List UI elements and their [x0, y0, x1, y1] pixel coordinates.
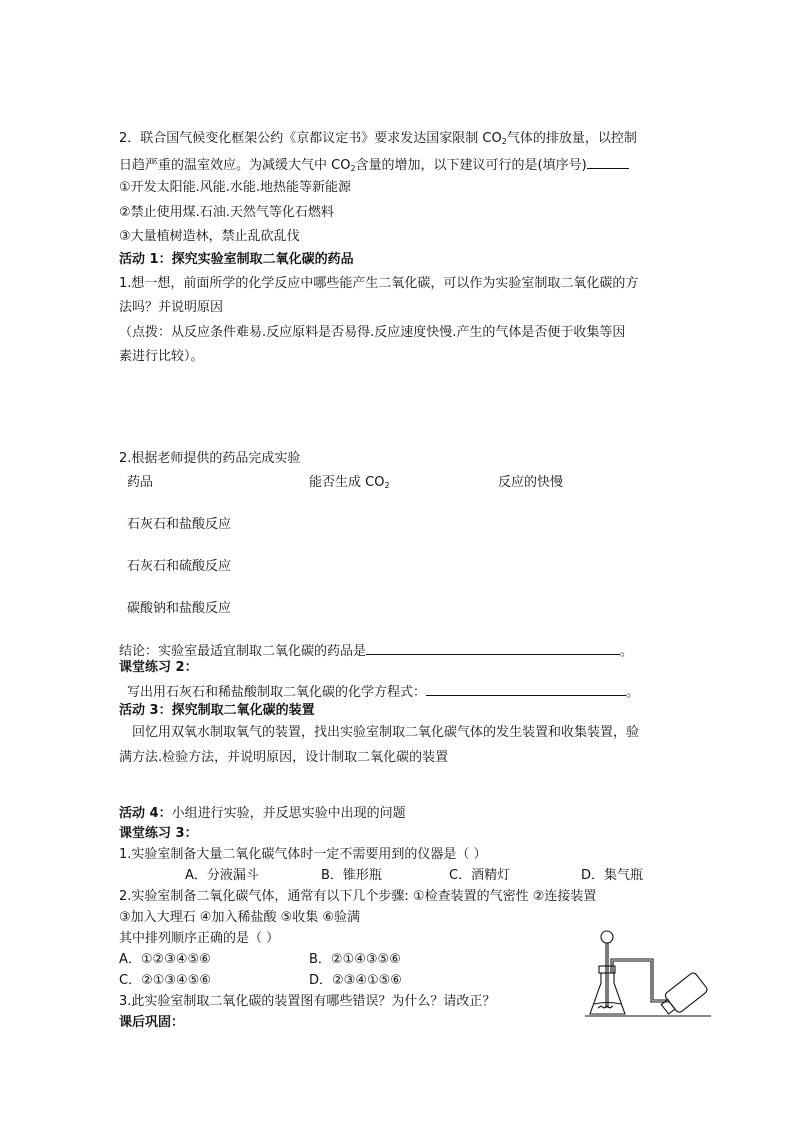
table-header-co2: 能否生成 $CO_2$ — [309, 475, 390, 490]
practice3-q1: 1.实验室制备大量二氧化碳气体时一定不需要用到的仪器是（ ） — [119, 847, 487, 862]
activity1-conclusion: 结论：实验室最适宜制取二氧化碳的药品是 。 — [119, 640, 633, 661]
practice3-q2-line2: ③加入大理石 ④加入稀盐酸 ⑤收集 ⑥验满 — [119, 910, 361, 925]
delivery-tube — [611, 959, 669, 1000]
practice3-q2-option-a: A．①②③④⑤⑥ — [119, 952, 211, 967]
practice3-q2-option-d: D．②③④①⑤⑥ — [309, 973, 402, 988]
practice3-title: 课堂练习 3： — [119, 826, 198, 841]
answer-blank[interactable] — [587, 154, 629, 169]
funnel-bulb — [601, 931, 613, 943]
table-header-speed: 反应的快慢 — [498, 475, 564, 490]
practice2-title: 课堂练习 2： — [119, 660, 198, 675]
activity1-title: 活动 1：探究实验室制取二氧化碳的药品 — [119, 252, 354, 267]
table-row-2: 石灰石和硫酸反应 — [127, 559, 232, 574]
activity1-q1-line1: 1.想一想，前面所学的化学反应中哪些能产生二氧化碳，可以作为实验室制取二氧化碳的方 — [119, 276, 639, 291]
activity1-hint-line1: （点拨：从反应条件难易.反应原料是否易得.反应速度快慢.产生的气体是否便于收集等因 — [119, 325, 626, 340]
table-row-1: 石灰石和盐酸反应 — [127, 517, 232, 532]
activity3-line2: 满方法.检验方法，并说明原因，设计制取二氧化碳的装置 — [119, 750, 449, 765]
table-header-drug: 药品 — [127, 475, 154, 490]
activity4-line: 活动 4：小组进行实验，并反思实验中出现的问题 — [119, 806, 406, 821]
q2-option-1: ①开发太阳能.风能.水能.地热能等新能源 — [119, 180, 352, 195]
q2-option-2: ②禁止使用煤.石油.天然气等化石燃料 — [119, 205, 334, 220]
after-class-title: 课后巩固： — [119, 1015, 185, 1030]
conclusion-blank[interactable] — [366, 640, 620, 655]
practice3-q2-option-c: C．②①③④⑤⑥ — [119, 973, 212, 988]
practice3-q3: 3.此实验室制取二氧化碳的装置图有哪些错误？为什么？请改正？ — [119, 994, 496, 1009]
practice3-q1-option-c: C．酒精灯 — [449, 868, 511, 883]
practice3-q2-line3: 其中排列顺序正确的是（ ） — [119, 931, 280, 946]
delivery-tube — [613, 961, 669, 1002]
activity3-line1: 回忆用双氧水制取氧气的装置，找出实验室制取二氧化碳气体的发生装置和收集装置，验 — [132, 725, 640, 740]
practice3-q2-option-b: B．②①④③⑤⑥ — [309, 952, 401, 967]
practice3-q1-option-a: A．分液漏斗 — [185, 868, 259, 883]
practice3-q1-option-d: D．集气瓶 — [581, 868, 644, 883]
equation-blank[interactable] — [426, 681, 626, 696]
practice3-q2-line1: 2.实验室制备二氧化碳气体，通常有以下几个步骤: ①检查装置的气密性 ②连接装置 — [119, 889, 597, 904]
q2-option-3: ③大量植树造林，禁止乱砍乱伐 — [119, 229, 300, 244]
activity1-q1-line2: 法吗？并说明原因 — [119, 300, 224, 315]
practice2-question: 写出用石灰石和稀盐酸制取二氧化碳的化学方程式： 。 — [127, 681, 639, 702]
practice3-q1-option-b: B．锥形瓶 — [321, 868, 382, 883]
table-row-3: 碳酸钠和盐酸反应 — [127, 601, 232, 616]
activity1-hint-line2: 素进行比较）。 — [119, 349, 204, 364]
gas-collecting-bottle — [658, 971, 709, 1018]
q2-line2: 日趋严重的温室效应。为减缓大气中 $CO_2$含量的增加，以下建议可行的是(填序号) — [119, 154, 629, 178]
activity1-q2-title: 2.根据老师提供的药品完成实验 — [119, 451, 301, 466]
q2-line1: 2．联合国气候变化框架公约《京都议定书》要求发达国家限制 $CO_2$气体的排放量，以控制 — [119, 131, 637, 146]
activity3-title: 活动 3：探究制取二氧化碳的装置 — [119, 703, 315, 718]
co2-apparatus-diagram — [585, 928, 715, 1020]
